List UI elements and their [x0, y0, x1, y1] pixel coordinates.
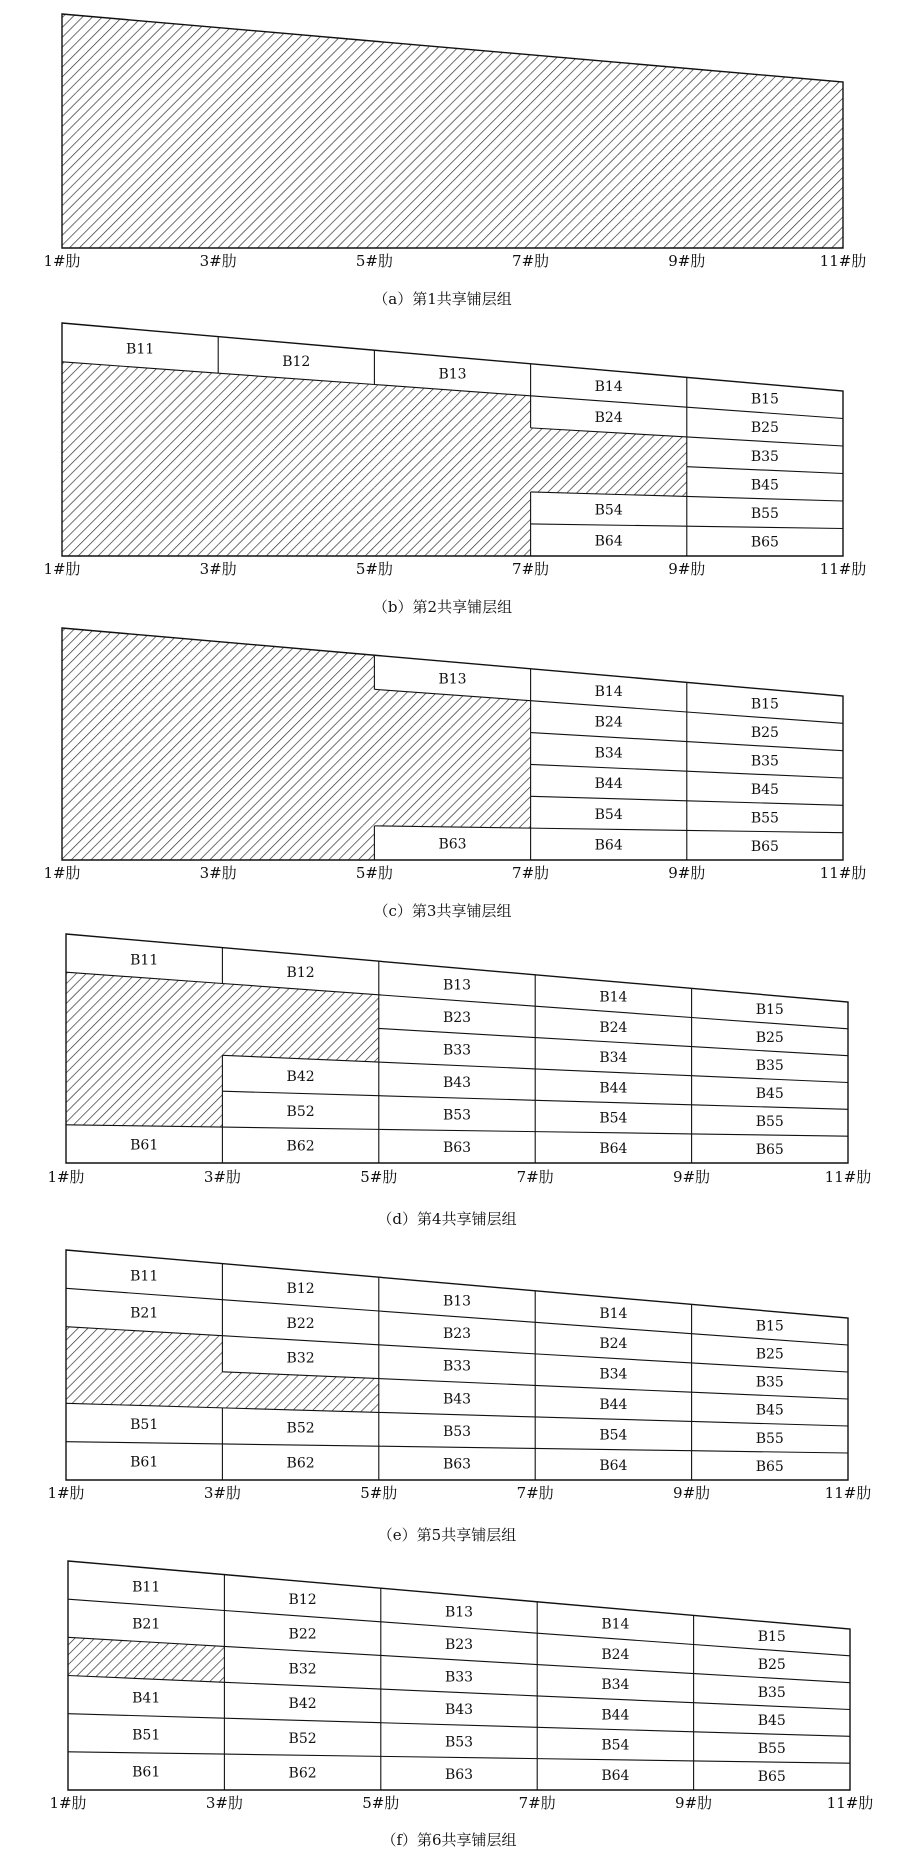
hatched-region — [218, 824, 374, 860]
cell-label-b32: B32 — [286, 1350, 315, 1367]
cell-label-b61: B61 — [130, 1454, 159, 1471]
row-divider — [224, 1718, 380, 1723]
hatched-region — [218, 446, 374, 487]
rib-label: 7#肋 — [518, 1794, 556, 1812]
row-divider — [379, 1446, 535, 1448]
panel-caption: （a）第1共享铺层组 — [373, 290, 512, 308]
cell-label-b45: B45 — [755, 1086, 784, 1103]
panel-a — [43, 14, 866, 308]
panel-caption: （d）第4共享铺层组 — [377, 1210, 517, 1228]
cell-label-b45: B45 — [757, 1713, 786, 1730]
cell-label-b24: B24 — [594, 714, 623, 731]
row-divider — [687, 407, 843, 418]
row-divider — [692, 1047, 848, 1056]
hatched-region — [374, 522, 530, 556]
cell-label-b62: B62 — [286, 1138, 315, 1155]
row-divider — [535, 1448, 691, 1450]
cell-label-b53: B53 — [442, 1424, 472, 1440]
cell-label-b64: B64 — [599, 1140, 628, 1157]
row-divider — [537, 1696, 693, 1703]
cell-label-b14: B14 — [601, 1616, 630, 1633]
row-divider — [687, 801, 843, 806]
hatched-region — [374, 145, 530, 184]
row-divider — [381, 1622, 537, 1633]
row-divider — [379, 1129, 535, 1131]
row-divider — [531, 764, 687, 771]
hatched-region — [218, 787, 374, 826]
cell-label-b32: B32 — [288, 1661, 317, 1678]
hatched-region — [66, 1087, 222, 1127]
panel-d — [47, 934, 871, 1228]
hatched-region — [218, 751, 374, 792]
cell-label-b35: B35 — [757, 1685, 786, 1702]
cell-label-b24: B24 — [599, 1336, 628, 1353]
panel-c — [43, 628, 866, 920]
rib-label: 7#肋 — [512, 252, 550, 270]
cell-label-b53: B53 — [444, 1734, 474, 1751]
rib-label: 3#肋 — [199, 560, 237, 578]
rib-label: 1#肋 — [47, 1168, 85, 1186]
cell-label-b61: B61 — [132, 1764, 161, 1781]
hatched-region — [218, 175, 374, 214]
cell-label-b35: B35 — [755, 1058, 784, 1075]
rib-label: 11#肋 — [819, 252, 867, 270]
cell-label-b22: B22 — [288, 1626, 317, 1643]
cell-label-b52: B52 — [286, 1420, 315, 1437]
cell-label-b65: B65 — [755, 1458, 784, 1475]
row-divider — [692, 1018, 848, 1029]
hatched-region — [531, 184, 687, 218]
rib-label: 3#肋 — [199, 864, 237, 882]
rib-label: 3#肋 — [199, 252, 237, 270]
hatched-region — [62, 209, 218, 248]
cell-label-b65: B65 — [750, 838, 779, 855]
hatched-region — [62, 440, 218, 483]
row-divider — [222, 1300, 378, 1311]
cell-label-b51: B51 — [130, 1417, 159, 1434]
row-divider — [379, 1412, 535, 1417]
hatched-region — [687, 218, 843, 248]
cell-label-b25: B25 — [755, 1346, 784, 1363]
cell-label-b13: B13 — [438, 366, 467, 383]
rib-label: 1#肋 — [49, 1794, 87, 1812]
row-divider — [66, 1442, 222, 1444]
rib-label: 5#肋 — [355, 560, 393, 578]
row-divider — [379, 1028, 535, 1037]
cell-label-b11: B11 — [132, 1579, 161, 1596]
row-divider — [694, 1732, 850, 1737]
cell-label-b34: B34 — [599, 1050, 628, 1067]
hatched-region — [374, 453, 530, 492]
row-divider — [687, 712, 843, 723]
rib-label: 1#肋 — [47, 1484, 85, 1502]
cell-label-b63: B63 — [444, 1766, 474, 1783]
row-divider — [224, 1611, 380, 1622]
hatched-region — [62, 517, 218, 556]
rib-label: 9#肋 — [675, 1794, 713, 1812]
row-divider — [692, 1334, 848, 1345]
row-divider — [535, 1038, 691, 1047]
cell-label-b33: B33 — [444, 1669, 474, 1686]
cell-label-b44: B44 — [599, 1397, 628, 1413]
row-divider — [381, 1655, 537, 1664]
row-divider — [222, 1336, 378, 1345]
cell-label-b43: B43 — [442, 1074, 472, 1091]
rib-label: 3#肋 — [203, 1484, 241, 1502]
cell-label-b52: B52 — [288, 1730, 317, 1747]
row-divider — [531, 396, 687, 407]
rib-label: 9#肋 — [668, 252, 706, 270]
rib-label: 9#肋 — [673, 1168, 711, 1186]
cell-label-b55: B55 — [755, 1114, 784, 1131]
row-divider — [535, 1100, 691, 1105]
cell-label-b65: B65 — [757, 1769, 786, 1786]
row-divider — [692, 1392, 848, 1399]
hatched-region — [374, 487, 530, 524]
row-divider — [687, 742, 843, 751]
hatched-region — [218, 211, 374, 248]
row-divider — [381, 1689, 537, 1696]
cell-label-b42: B42 — [286, 1069, 315, 1086]
cell-label-b24: B24 — [599, 1019, 628, 1036]
hatched-region — [66, 1049, 222, 1092]
rib-label: 11#肋 — [824, 1484, 872, 1502]
cell-label-b54: B54 — [599, 1427, 628, 1444]
row-divider — [687, 526, 843, 528]
cell-label-b21: B21 — [132, 1616, 161, 1633]
row-divider — [692, 1076, 848, 1083]
rib-label: 7#肋 — [516, 1484, 554, 1502]
cell-label-b24: B24 — [594, 409, 623, 426]
row-divider — [692, 1451, 848, 1453]
row-divider — [379, 1096, 535, 1101]
cell-label-b14: B14 — [599, 989, 628, 1006]
cell-label-b45: B45 — [755, 1402, 784, 1419]
panel-caption: （e）第5共享铺层组 — [377, 1526, 517, 1544]
rib-label: 1#肋 — [43, 252, 81, 270]
cell-label-b14: B14 — [594, 379, 623, 396]
row-divider — [537, 1727, 693, 1732]
cell-label-b55: B55 — [757, 1741, 786, 1758]
cell-label-b12: B12 — [286, 1280, 315, 1297]
cell-label-b23: B23 — [442, 1326, 472, 1342]
cell-label-b62: B62 — [288, 1765, 317, 1782]
cell-label-b63: B63 — [442, 1139, 472, 1156]
row-divider — [66, 1288, 222, 1299]
rib-label: 11#肋 — [826, 1794, 874, 1812]
cell-label-b64: B64 — [594, 837, 623, 854]
cell-label-b65: B65 — [750, 534, 779, 551]
row-divider — [687, 830, 843, 832]
cell-label-b34: B34 — [599, 1366, 628, 1383]
panel-caption: （b）第2共享铺层组 — [372, 598, 513, 616]
rib-label: 7#肋 — [516, 1168, 554, 1186]
row-divider — [531, 701, 687, 712]
cell-label-b43: B43 — [442, 1391, 472, 1408]
cell-label-b15: B15 — [750, 696, 779, 713]
rib-label: 5#肋 — [362, 1794, 400, 1812]
row-divider — [537, 1665, 693, 1674]
cell-label-b25: B25 — [755, 1030, 784, 1047]
row-divider — [381, 1723, 537, 1728]
cell-label-b12: B12 — [282, 354, 311, 371]
cell-label-b24: B24 — [601, 1646, 630, 1663]
cell-label-b61: B61 — [130, 1137, 159, 1154]
hatched-region — [62, 821, 218, 860]
cell-label-b12: B12 — [286, 964, 315, 981]
row-divider — [379, 1311, 535, 1322]
row-divider — [68, 1752, 224, 1754]
row-divider — [531, 828, 687, 830]
rib-label: 11#肋 — [819, 864, 867, 882]
cell-label-b51: B51 — [132, 1727, 161, 1744]
cell-label-b15: B15 — [757, 1629, 786, 1646]
cell-label-b13: B13 — [442, 1293, 472, 1310]
cell-label-b23: B23 — [444, 1636, 474, 1653]
hatched-region — [374, 179, 530, 216]
cell-label-b55: B55 — [755, 1430, 784, 1447]
cell-label-b12: B12 — [288, 1591, 317, 1608]
row-divider — [537, 1633, 693, 1644]
cell-label-b11: B11 — [130, 952, 159, 969]
cell-label-b25: B25 — [750, 420, 779, 437]
cell-label-b64: B64 — [594, 533, 623, 550]
row-divider — [535, 1069, 691, 1076]
cell-label-b65: B65 — [755, 1142, 784, 1159]
hatched-region — [62, 131, 218, 175]
cell-label-b63: B63 — [438, 836, 467, 853]
hatched-region — [218, 519, 374, 556]
row-divider — [68, 1599, 224, 1610]
cell-label-b45: B45 — [750, 781, 779, 798]
hatched-region — [218, 483, 374, 522]
panel-e — [47, 1250, 871, 1544]
rib-label: 11#肋 — [824, 1168, 872, 1186]
panel-caption: （f）第6共享铺层组 — [381, 1831, 517, 1849]
cell-label-b15: B15 — [750, 391, 779, 408]
cell-label-b43: B43 — [444, 1701, 474, 1718]
row-divider — [224, 1754, 380, 1756]
row-divider — [531, 796, 687, 801]
cell-label-b63: B63 — [442, 1456, 472, 1473]
cell-label-b13: B13 — [442, 977, 472, 994]
cell-label-b41: B41 — [132, 1690, 161, 1707]
rib-label: 5#肋 — [360, 1168, 398, 1186]
hatched-region — [62, 783, 218, 824]
row-divider — [379, 1345, 535, 1354]
hatched-region — [374, 214, 530, 248]
row-divider — [379, 1379, 535, 1386]
cell-label-b11: B11 — [126, 341, 155, 358]
row-divider — [694, 1703, 850, 1710]
row-divider — [687, 437, 843, 446]
cell-label-b13: B13 — [438, 671, 467, 688]
row-divider — [381, 1756, 537, 1758]
rib-label: 1#肋 — [43, 864, 81, 882]
panel-caption: （c）第3共享铺层组 — [373, 902, 512, 920]
cell-label-b45: B45 — [750, 477, 779, 494]
hatched-region — [687, 188, 843, 220]
cell-label-b54: B54 — [599, 1110, 628, 1127]
hatched-region — [62, 744, 218, 787]
cell-label-b25: B25 — [750, 724, 779, 741]
cell-label-b23: B23 — [442, 1009, 472, 1026]
row-divider — [535, 1006, 691, 1017]
cell-label-b13: B13 — [444, 1604, 474, 1621]
rib-label: 9#肋 — [668, 560, 706, 578]
row-divider — [379, 1062, 535, 1069]
row-divider — [222, 1444, 378, 1446]
cell-label-b15: B15 — [755, 1002, 784, 1019]
cell-label-b53: B53 — [442, 1107, 472, 1124]
cell-label-b44: B44 — [594, 776, 623, 793]
cell-label-b44: B44 — [601, 1707, 630, 1724]
cell-label-b44: B44 — [599, 1080, 628, 1097]
row-divider — [537, 1759, 693, 1761]
row-divider — [531, 733, 687, 742]
row-divider — [379, 995, 535, 1006]
cell-label-b14: B14 — [594, 683, 623, 700]
rib-label: 3#肋 — [205, 1794, 243, 1812]
cell-label-b34: B34 — [601, 1677, 630, 1694]
cell-label-b55: B55 — [750, 506, 779, 523]
hatched-region — [531, 428, 687, 467]
cell-label-b54: B54 — [594, 502, 623, 519]
rib-label: 9#肋 — [673, 1484, 711, 1502]
rib-label: 5#肋 — [360, 1484, 398, 1502]
hatched-region — [62, 170, 218, 211]
rib-label: 7#肋 — [512, 864, 550, 882]
rib-label: 9#肋 — [668, 864, 706, 882]
cell-label-b34: B34 — [594, 745, 623, 762]
cell-label-b54: B54 — [594, 806, 623, 823]
rib-label: 5#肋 — [355, 252, 393, 270]
row-divider — [535, 1385, 691, 1392]
row-divider — [531, 524, 687, 526]
rib-label: 1#肋 — [43, 560, 81, 578]
hatched-region — [374, 758, 530, 797]
hatched-region — [531, 216, 687, 248]
hatched-region — [66, 1327, 222, 1372]
row-divider — [224, 1646, 380, 1655]
cell-label-b62: B62 — [286, 1455, 315, 1472]
cell-label-b15: B15 — [755, 1318, 784, 1335]
row-divider — [692, 1134, 848, 1136]
row-divider — [687, 467, 843, 474]
row-divider — [687, 496, 843, 501]
row-divider — [222, 1091, 378, 1096]
row-divider — [535, 1417, 691, 1422]
hatched-region — [62, 478, 218, 519]
cell-label-b64: B64 — [601, 1767, 630, 1784]
panel-b — [43, 323, 866, 616]
panel-f — [49, 1561, 873, 1849]
row-divider — [694, 1761, 850, 1763]
rib-label: 7#肋 — [512, 560, 550, 578]
cell-label-b21: B21 — [130, 1305, 159, 1322]
cell-label-b42: B42 — [288, 1696, 317, 1713]
rib-label: 5#肋 — [355, 864, 393, 882]
cell-label-b35: B35 — [750, 753, 779, 770]
row-divider — [687, 771, 843, 778]
row-divider — [692, 1421, 848, 1426]
hatched-region — [218, 138, 374, 179]
row-divider — [535, 1132, 691, 1134]
row-divider — [694, 1645, 850, 1656]
row-divider — [692, 1363, 848, 1372]
row-divider — [535, 1322, 691, 1333]
rib-label: 11#肋 — [819, 560, 867, 578]
cell-label-b54: B54 — [601, 1737, 630, 1754]
row-divider — [692, 1105, 848, 1110]
row-divider — [68, 1714, 224, 1719]
row-divider — [224, 1682, 380, 1689]
cell-label-b35: B35 — [755, 1374, 784, 1391]
cell-label-b25: B25 — [757, 1657, 786, 1674]
cell-label-b33: B33 — [442, 1358, 472, 1375]
panels-root — [43, 14, 873, 1849]
hatched-region — [68, 1637, 224, 1682]
row-divider — [222, 1127, 378, 1129]
cell-label-b35: B35 — [750, 448, 779, 465]
cell-label-b11: B11 — [130, 1268, 159, 1285]
cell-label-b33: B33 — [442, 1042, 472, 1059]
row-divider — [694, 1674, 850, 1683]
row-divider — [535, 1354, 691, 1363]
cell-label-b64: B64 — [599, 1457, 628, 1474]
rib-label: 3#肋 — [203, 1168, 241, 1186]
cell-label-b22: B22 — [286, 1315, 315, 1332]
hatched-region — [374, 792, 530, 828]
cell-label-b14: B14 — [599, 1305, 628, 1322]
cell-label-b52: B52 — [286, 1103, 315, 1120]
cell-label-b55: B55 — [750, 810, 779, 827]
hatched-region — [66, 1365, 222, 1408]
